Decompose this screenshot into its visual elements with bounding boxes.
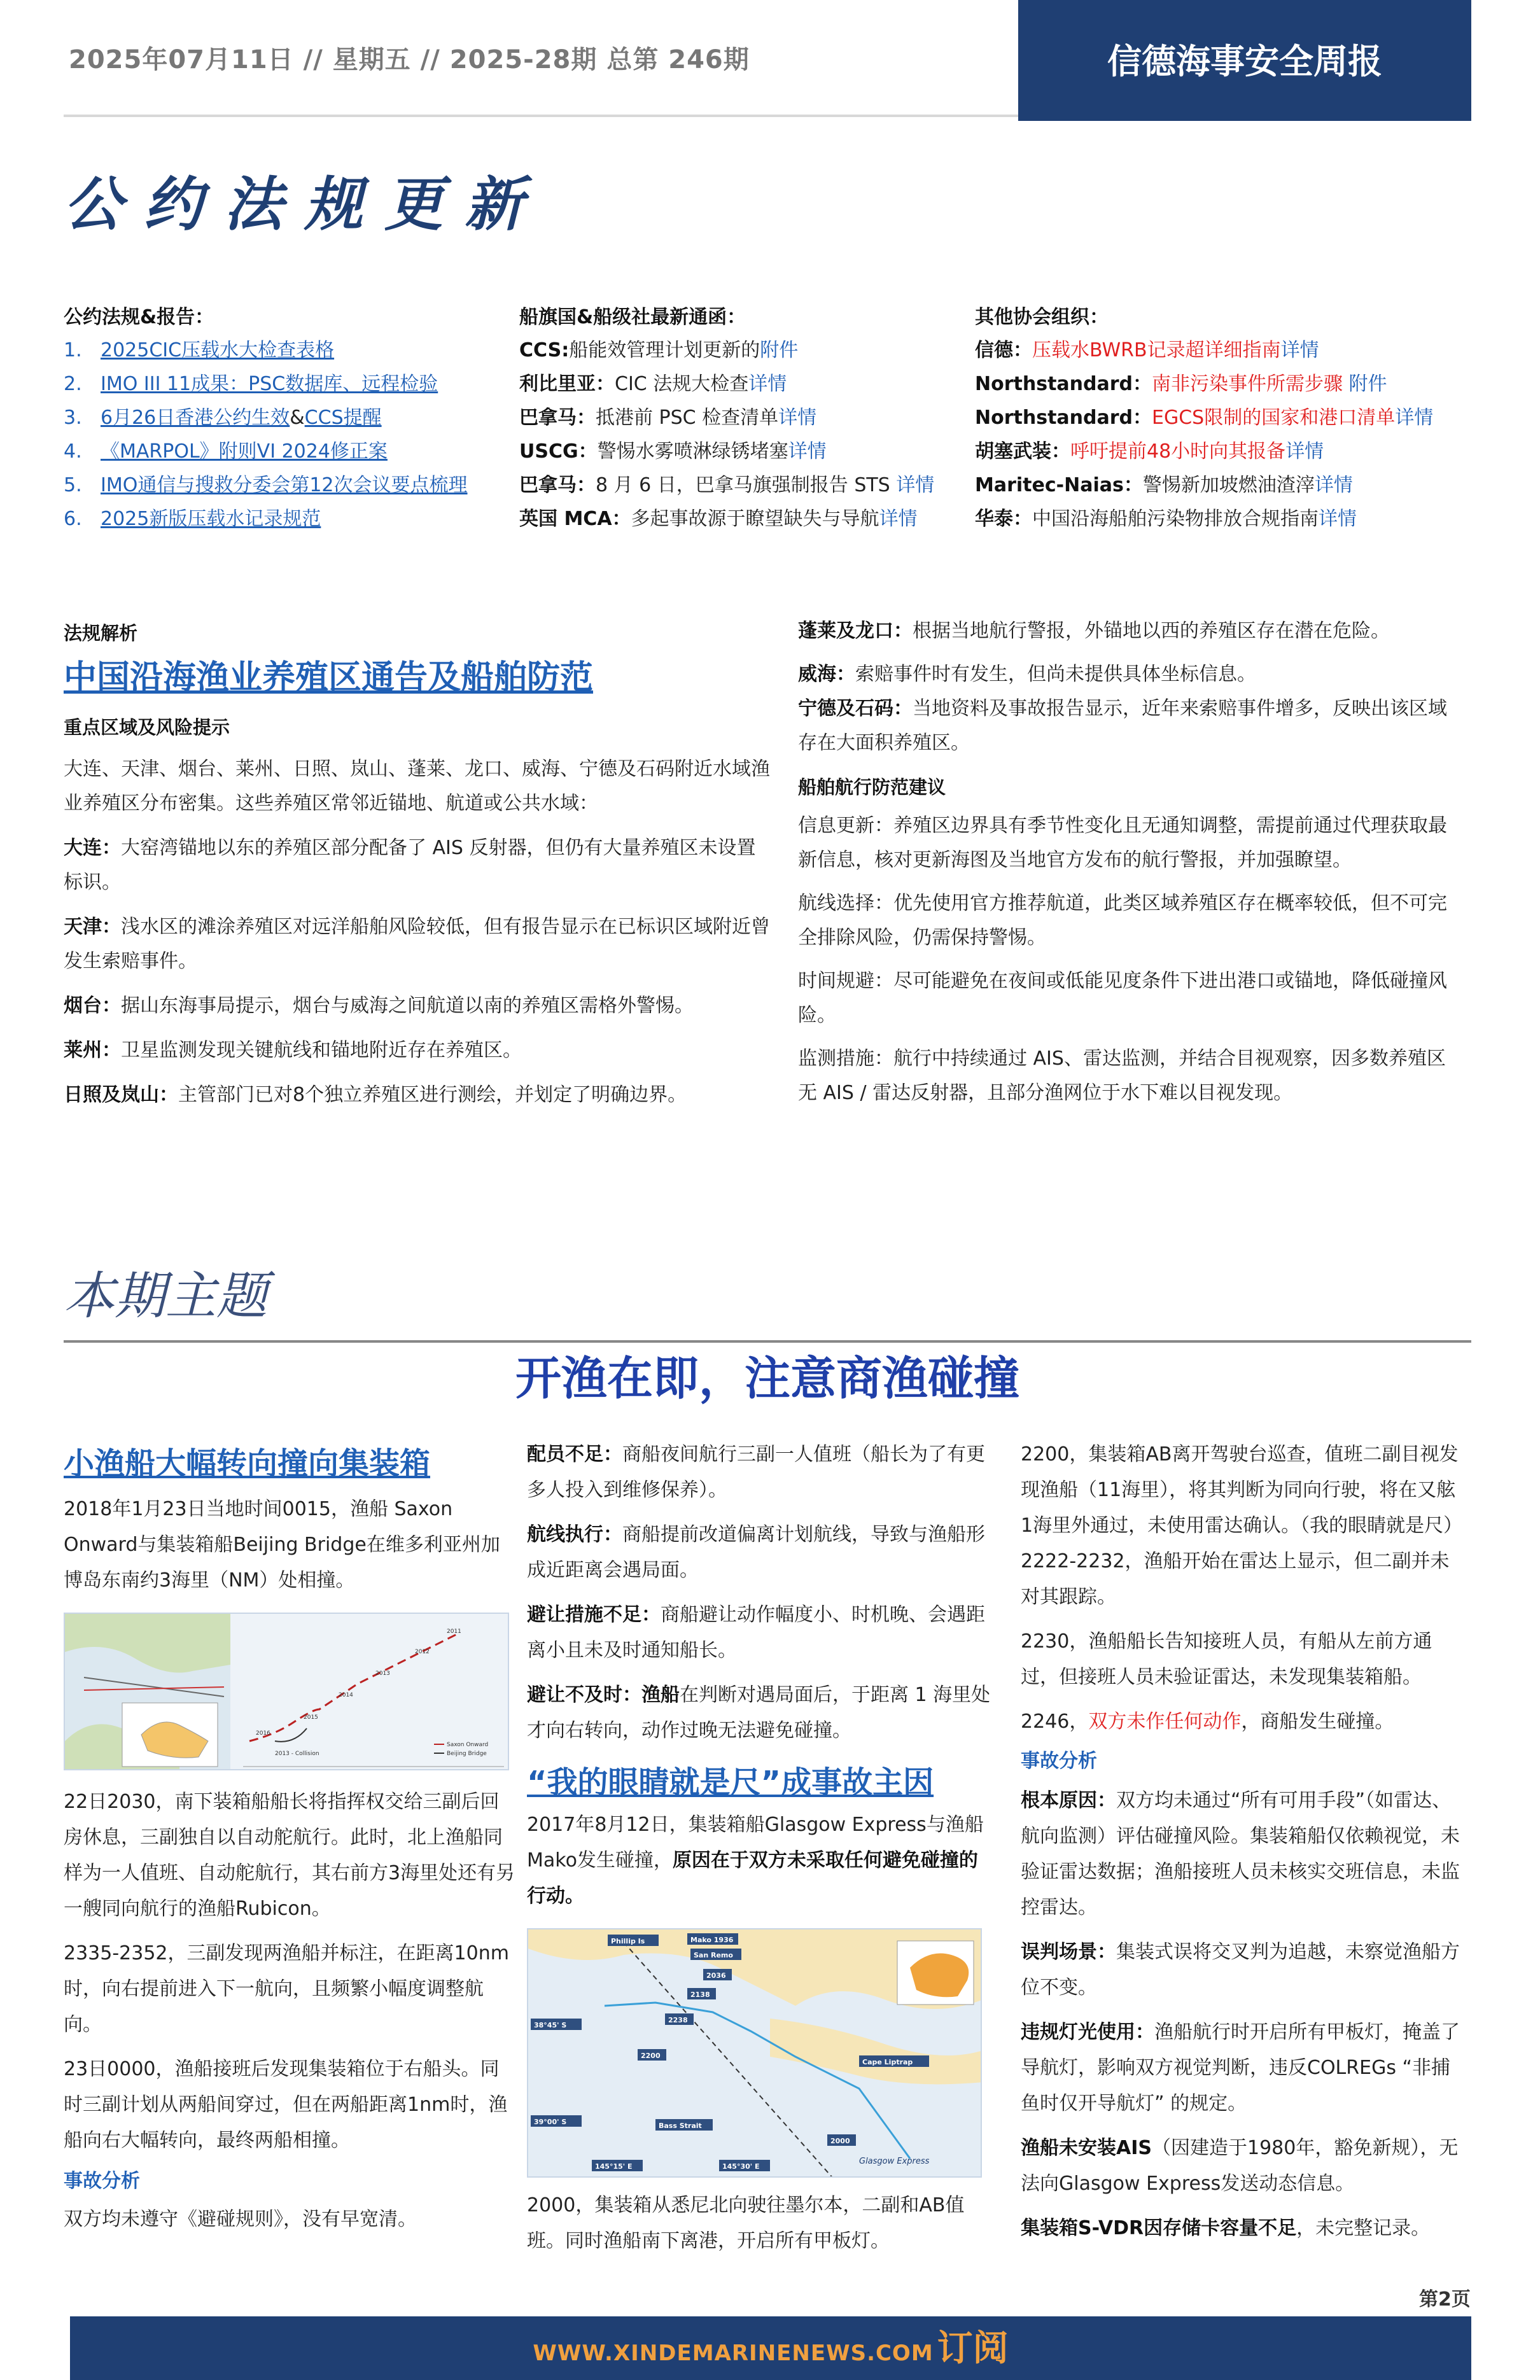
- map-label: Cape Liptrap: [862, 2058, 913, 2066]
- analysis-title-link[interactable]: 中国沿海渔业养殖区通告及船舶防范: [64, 659, 594, 697]
- org-name: 英国 MCA：: [519, 508, 631, 530]
- item-number: 6.: [64, 508, 82, 530]
- analysis-point: [1021, 1935, 1461, 2006]
- region-name: 大连：: [64, 837, 121, 859]
- region-text: 根据当地航行警报，外锚地以西的养殖区存在潜在危险。: [913, 620, 1390, 642]
- case2-right-column: [1021, 1437, 1461, 2246]
- list-item: [519, 367, 965, 401]
- list-item: [519, 333, 965, 367]
- org-name: 利比里亚：: [519, 373, 615, 395]
- footer-content: [70, 2320, 1471, 2371]
- case1-paragraph: 2335-2352，三副发现两渔船并标注，在距离10nm时，向右提前进入下一航向，且频繁小幅度调整航向。: [64, 1942, 509, 2036]
- analysis-label: 根本原因：: [1021, 1789, 1116, 1812]
- section-title: 公约法规更新: [64, 171, 545, 239]
- notice-text: 抵港前 PSC 检查清单: [596, 407, 779, 429]
- analysis-label: 违规灯光使用：: [1021, 2021, 1154, 2043]
- analysis-label: 误判场景：: [1021, 1941, 1116, 1963]
- case1-title-link[interactable]: 小渔船大幅转向撞向集装箱: [64, 1446, 431, 1481]
- flag-class-list: [519, 333, 965, 536]
- advice-paragraph: 信息更新：养殖区边界具有季节性变化且无通知调整，需提前通过代理获取最新信息，核对更新海图及当地官方发布的航行警报，并加强瞭望。: [798, 815, 1447, 871]
- org-name: Northstandard：: [975, 373, 1152, 395]
- case2-paragraph: 2000，集装箱从悉尼北向驶往墨尔本，二副和AB值班。同时渔船南下离港，开启所有甲板灯。: [527, 2194, 965, 2252]
- detail-link[interactable]: 详情: [1280, 339, 1319, 361]
- advice-paragraph: 航线选择：优先使用官方推荐航道，此类区域养殖区存在概率较低，但不可完全排除风险，仍需保持警惕。: [798, 892, 1447, 949]
- list-item: [64, 502, 509, 536]
- case2-title: “我的眼睛就是尺”成事故主因: [527, 1765, 934, 1800]
- case1-paragraph: 22日2030，南下装箱船船长将指挥权交给三副后回房休息，三副独自以自动舵航行。此时，北上渔船同样为一人值班、自动舵航行，其右前方3海里处还有另一艘同向航行的渔船Rubicon。: [64, 1791, 515, 1920]
- org-name: 华泰：: [975, 508, 1032, 530]
- region-name: 天津：: [64, 916, 121, 938]
- case1-analysis-heading: 事故分析: [64, 2170, 140, 2192]
- chart-map-svg: [65, 1614, 509, 1770]
- analysis-text: 集装式误将交叉判为追越，未察觉渔船方位不变。: [1021, 1941, 1460, 1999]
- convention-link[interactable]: CCS提醒: [304, 407, 382, 429]
- list-item: [519, 502, 965, 536]
- detail-link[interactable]: 详情: [896, 474, 935, 496]
- cause-label: 配员不足：: [527, 1443, 622, 1466]
- ampersand: &: [290, 407, 305, 429]
- region-paragraph: [64, 1078, 770, 1112]
- case2-paragraph: 2200，集装箱AB离开驾驶台巡查，值班二副目视发现渔船（11海里），将其判断为同向行驶，将在又舷1海里外通过，未使用雷达确认。（我的眼睛就是尺）2222-2232，渔船开始在雷达上显示，但二副并未对其跟踪。: [1021, 1443, 1459, 1608]
- theme-title: 开渔在即，注意商渔碰撞: [515, 1352, 1019, 1405]
- org-name: USCG：: [519, 440, 598, 463]
- region-paragraph: [798, 614, 1460, 648]
- list-item: [975, 333, 1471, 367]
- notice-text: 中国沿海船舶污染物排放合规指南: [1032, 508, 1319, 530]
- cause-text: 在判断对遇局面后，于距离 1 海里处才向右转向，动作过晚无法避免碰撞。: [527, 1684, 991, 1742]
- map-label: Mako 1936: [690, 1936, 734, 1944]
- notice-text: CIC 法规大检查: [615, 373, 749, 395]
- analysis-label: 渔船未安装AIS: [1021, 2137, 1152, 2159]
- list-item: [975, 502, 1471, 536]
- map-label: 2036: [706, 1971, 726, 1980]
- detail-link[interactable]: 详情: [778, 407, 817, 429]
- item-number: 5.: [64, 474, 82, 496]
- map-label: 2013 - Collision: [275, 1751, 319, 1757]
- analysis-right-column: [798, 614, 1460, 1110]
- notice-text: 南非污染事件所需步骤: [1152, 373, 1349, 395]
- map-label: 38°45' S: [534, 2021, 567, 2029]
- org-name: 信德：: [975, 339, 1032, 361]
- risk-subheading: 重点区域及风险提示: [64, 717, 230, 738]
- region-text: 据山东海事局提示，烟台与威海之间航道以南的养殖区需格外警惕。: [121, 995, 694, 1017]
- map-label: 2138: [690, 1991, 710, 1999]
- map-label: 2012: [415, 1649, 430, 1655]
- org-name: 胡塞武装：: [975, 440, 1070, 463]
- analysis-label: 集装箱S-VDR因存储卡容量不足: [1021, 2217, 1297, 2239]
- convention-link[interactable]: 2025新版压载水记录规范: [101, 508, 321, 530]
- map-label: 2014: [339, 1692, 353, 1698]
- org-name: 巴拿马：: [519, 474, 596, 496]
- case-middle-column: [527, 1437, 997, 2259]
- region-name: 莱州：: [64, 1039, 121, 1061]
- conventions-list: [64, 333, 509, 536]
- notice-text: 警惕新加坡燃油渣滓: [1142, 474, 1315, 496]
- analysis-label: 法规解析: [64, 622, 138, 644]
- cause-label: 避让不及时：渔船: [527, 1684, 680, 1706]
- theme-label: 本期主题: [64, 1266, 267, 1326]
- notice-text: 多起事故源于瞭望缺失与导航: [631, 508, 879, 530]
- detail-link[interactable]: 详情: [1395, 407, 1434, 429]
- cause-paragraph: [527, 1677, 997, 1749]
- case1-column: [64, 1439, 515, 2237]
- notice-text: 8 月 6 日，巴拿马旗强制报告 STS: [596, 474, 897, 496]
- other-orgs-heading: 其他协会组织：: [975, 306, 1109, 328]
- detail-link[interactable]: 详情: [1319, 508, 1357, 530]
- region-paragraph: [64, 1033, 770, 1068]
- analysis-point: [1021, 2015, 1461, 2122]
- glasgow-express-chart-image: [527, 1928, 982, 2178]
- list-item: [519, 401, 965, 435]
- item-number: 1.: [64, 339, 82, 361]
- convention-link[interactable]: IMO III 11成果：PSC数据库、远程检验: [101, 373, 438, 395]
- region-text: 主管部门已对8个独立养殖区进行测绘，并划定了明确边界。: [178, 1084, 687, 1106]
- analysis-text: （因建造于1980年，豁免新规），无法向Glasgow Express发送动态信息。: [1021, 2137, 1459, 2195]
- map-label: 2011: [447, 1628, 461, 1635]
- region-text: 卫星监测发现关键航线和锚地附近存在养殖区。: [121, 1039, 522, 1061]
- case2-paragraph: [1021, 1704, 1461, 1740]
- map-label: Bass Strait: [659, 2122, 702, 2130]
- map-label: 2238: [668, 2016, 688, 2024]
- notice-text: 船能效管理计划更新的: [569, 339, 760, 361]
- detail-link[interactable]: 详情: [879, 508, 918, 530]
- detail-link[interactable]: 附件: [760, 339, 799, 361]
- region-name: 威海：: [798, 663, 855, 685]
- list-item: [519, 468, 965, 502]
- map-label: 145°15' E: [595, 2162, 633, 2171]
- notice-text: 警惕水雾喷淋绿锈堵塞: [597, 440, 788, 463]
- cause-text: 商船提前改道偏离计划航线，导致与渔船形成近距离会遇局面。: [527, 1523, 985, 1581]
- case1-analysis: 双方均未遵守《避碰规则》，没有早宽清。: [64, 2208, 417, 2230]
- case2-paragraph: [527, 1807, 997, 1914]
- advice-paragraph: 时间规避：尽可能避免在夜间或低能见度条件下进出港口或锚地，降低碰撞风险。: [798, 970, 1447, 1026]
- legend-label: Beijing Bridge: [447, 1751, 487, 1757]
- region-text: 索赔事件时有发生，但尚未提供具体坐标信息。: [855, 663, 1256, 685]
- map-label: 2016: [256, 1730, 270, 1737]
- list-item: [64, 435, 509, 468]
- map-label: Glasgow Express: [859, 2157, 930, 2166]
- analysis-point: [1021, 2131, 1461, 2202]
- brand-title: 信德海事安全周报: [1107, 41, 1382, 81]
- intro-paragraph: 大连、天津、烟台、莱州、日照、岚山、蓬莱、龙口、威海、宁德及石码附近水域渔业养殖区分布密集。这些养殖区常邻近锚地、航道或公共水域：: [64, 758, 770, 815]
- list-item: [975, 468, 1471, 502]
- cause-label: 避让措施不足：: [527, 1604, 661, 1626]
- case2-analysis-heading: 事故分析: [1021, 1750, 1097, 1772]
- list-item: [64, 401, 509, 435]
- analysis-text: 双方均未通过“所有可用手段”（如雷达、航向监测）评估碰撞风险。集装箱船仅依赖视觉，未验证雷达数据；渔船接班人员未核实交班信息，未监控雷达。: [1021, 1789, 1460, 1919]
- detail-link[interactable]: 详情: [1285, 440, 1324, 463]
- analysis-point: [1021, 2211, 1461, 2246]
- website-link[interactable]: WWW.XINDEMARINENEWS.COM: [533, 2341, 934, 2366]
- org-name: 巴拿马：: [519, 407, 596, 429]
- map-label: Phillip Is: [611, 1937, 645, 1945]
- case2-cause-emphasis: 原因在于双方未采取任何避免碰撞的行动。: [527, 1849, 978, 1907]
- cause-label: 航线执行：: [527, 1523, 622, 1546]
- case1-paragraph: 2018年1月23日当地时间0015，渔船 Saxon Onward与集装箱船Beijing Bridge在维多利亚州加博岛东南约3海里（NM）处相撞。: [64, 1498, 500, 1592]
- region-text: 大窑湾锚地以东的养殖区部分配备了 AIS 反射器，但仍有大量养殖区未设置标识。: [64, 837, 756, 893]
- case2-text: ，商船发生碰撞。: [1241, 1711, 1394, 1733]
- org-name: Maritec-Naias：: [975, 474, 1143, 496]
- advice-paragraph: 监测措施：航行中持续通过 AIS、雷达监测，并结合目视观察，因多数养殖区无 AIS / 雷达反射器，且部分渔网位于水下难以目视发现。: [798, 1047, 1446, 1104]
- analysis-text: ，未完整记录。: [1296, 2217, 1431, 2239]
- issue-meta: 2025年07月11日 // 星期五 // 2025-28期 总第 246期: [69, 45, 750, 74]
- region-paragraph: [798, 692, 1460, 760]
- notice-text: 呼吁提前48小时向其报备: [1070, 440, 1286, 463]
- convention-link[interactable]: 2025CIC压载水大检查表格: [101, 339, 335, 361]
- conventions-column: [64, 302, 509, 536]
- map-label: 2013: [375, 1670, 390, 1677]
- attachment-link[interactable]: 附件: [1348, 373, 1387, 395]
- list-item: [64, 468, 509, 502]
- cause-paragraph: [527, 1517, 997, 1588]
- item-number: 3.: [64, 407, 82, 429]
- cause-paragraph: [527, 1437, 997, 1508]
- case2-red-emphasis: 双方未作任何动作: [1088, 1711, 1242, 1733]
- region-name: 烟台：: [64, 995, 121, 1017]
- convention-link[interactable]: 6月26日香港公约生效: [101, 407, 290, 429]
- case2-text: 2246，: [1021, 1711, 1089, 1733]
- map-label: 39°00' S: [534, 2118, 567, 2126]
- region-paragraph: [798, 657, 1460, 692]
- other-orgs-column: [975, 302, 1471, 536]
- analysis-left-column: [64, 617, 770, 1112]
- detail-link[interactable]: 详情: [748, 373, 787, 395]
- map-label: San Remo: [694, 1951, 733, 1959]
- page-number: 第2页: [1419, 2288, 1471, 2311]
- region-text: 当地资料及事故报告显示，近年来索赔事件增多，反映出该区域存在大面积养殖区。: [798, 697, 1447, 754]
- org-name: Northstandard：: [975, 407, 1152, 429]
- flag-class-heading: 船旗国&船级社最新通函：: [519, 306, 746, 328]
- flag-class-column: [519, 302, 965, 536]
- region-name: 宁德及石码：: [798, 697, 913, 720]
- list-item: [64, 333, 509, 367]
- analysis-point: [1021, 1783, 1461, 1926]
- legend-label: Saxon Onward: [447, 1742, 489, 1748]
- region-paragraph: [64, 989, 770, 1023]
- case1-paragraph: 23日0000，渔船接班后发现集装箱位于右船头。同时三副计划从两船间穿过，但在两船距离1nm时，渔船向右大幅转向，最终两船相撞。: [64, 2058, 508, 2152]
- notice-text: EGCS限制的国家和港口清单: [1152, 407, 1396, 429]
- region-name: 日照及岚山：: [64, 1084, 178, 1106]
- notice-text: 压载水BWRB记录超详细指南: [1032, 339, 1281, 361]
- cause-paragraph: [527, 1597, 997, 1669]
- subscribe-link[interactable]: 订阅: [937, 2328, 1009, 2369]
- region-text: 浅水区的滩涂养殖区对远洋船舶风险较低，但有报告显示在已标识区域附近曾发生索赔事件。: [64, 916, 770, 972]
- list-item: [975, 401, 1471, 435]
- cause-text: 商船避让动作幅度小、时机晚、会遇距离小且未及时通知船长。: [527, 1604, 985, 1662]
- other-orgs-list: [975, 333, 1471, 536]
- org-name: CCS:: [519, 339, 570, 361]
- list-item: [975, 435, 1471, 468]
- item-number: 4.: [64, 440, 82, 463]
- conventions-heading: 公约法规&报告：: [64, 306, 214, 328]
- map-label: 2000: [830, 2137, 850, 2145]
- cause-text: 商船夜间航行三副一人值班（船长为了有更多人投入到维修保养）。: [527, 1443, 985, 1501]
- list-item: [975, 367, 1471, 401]
- detail-link[interactable]: 详情: [1314, 474, 1353, 496]
- region-paragraph: [64, 831, 770, 900]
- item-number: 2.: [64, 373, 82, 395]
- convention-link[interactable]: IMO通信与搜救分委会第12次会议要点梳理: [101, 474, 468, 496]
- case2-paragraph: 2230，渔船船长告知接班人员，有船从左前方通过，但接班人员未验证雷达，未发现集装箱船。: [1021, 1630, 1432, 1688]
- map-label: 145°30' E: [722, 2162, 760, 2171]
- region-name: 蓬莱及龙口：: [798, 620, 913, 642]
- convention-link[interactable]: 《MARPOL》附则VI 2024修正案: [101, 440, 388, 463]
- region-paragraph: [64, 910, 770, 979]
- list-item: [519, 435, 965, 468]
- map-label: 2200: [641, 2052, 661, 2060]
- list-item: [64, 367, 509, 401]
- chart-map-svg: [528, 1929, 982, 2178]
- collision-chart-image: [64, 1613, 509, 1770]
- detail-link[interactable]: 详情: [788, 440, 827, 463]
- case2-text: 2017年8月12日，集装箱船Glasgow Express与渔船Mako发生碰撞，: [527, 1814, 984, 1872]
- analysis-text: 渔船航行时开启所有甲板灯，掩盖了导航灯，影响双方视觉判断，违反COLREGs “非捕鱼时仅开导航灯” 的规定。: [1021, 2021, 1460, 2115]
- advice-heading: 船舶航行防范建议: [798, 776, 946, 798]
- map-label: 2015: [304, 1714, 318, 1721]
